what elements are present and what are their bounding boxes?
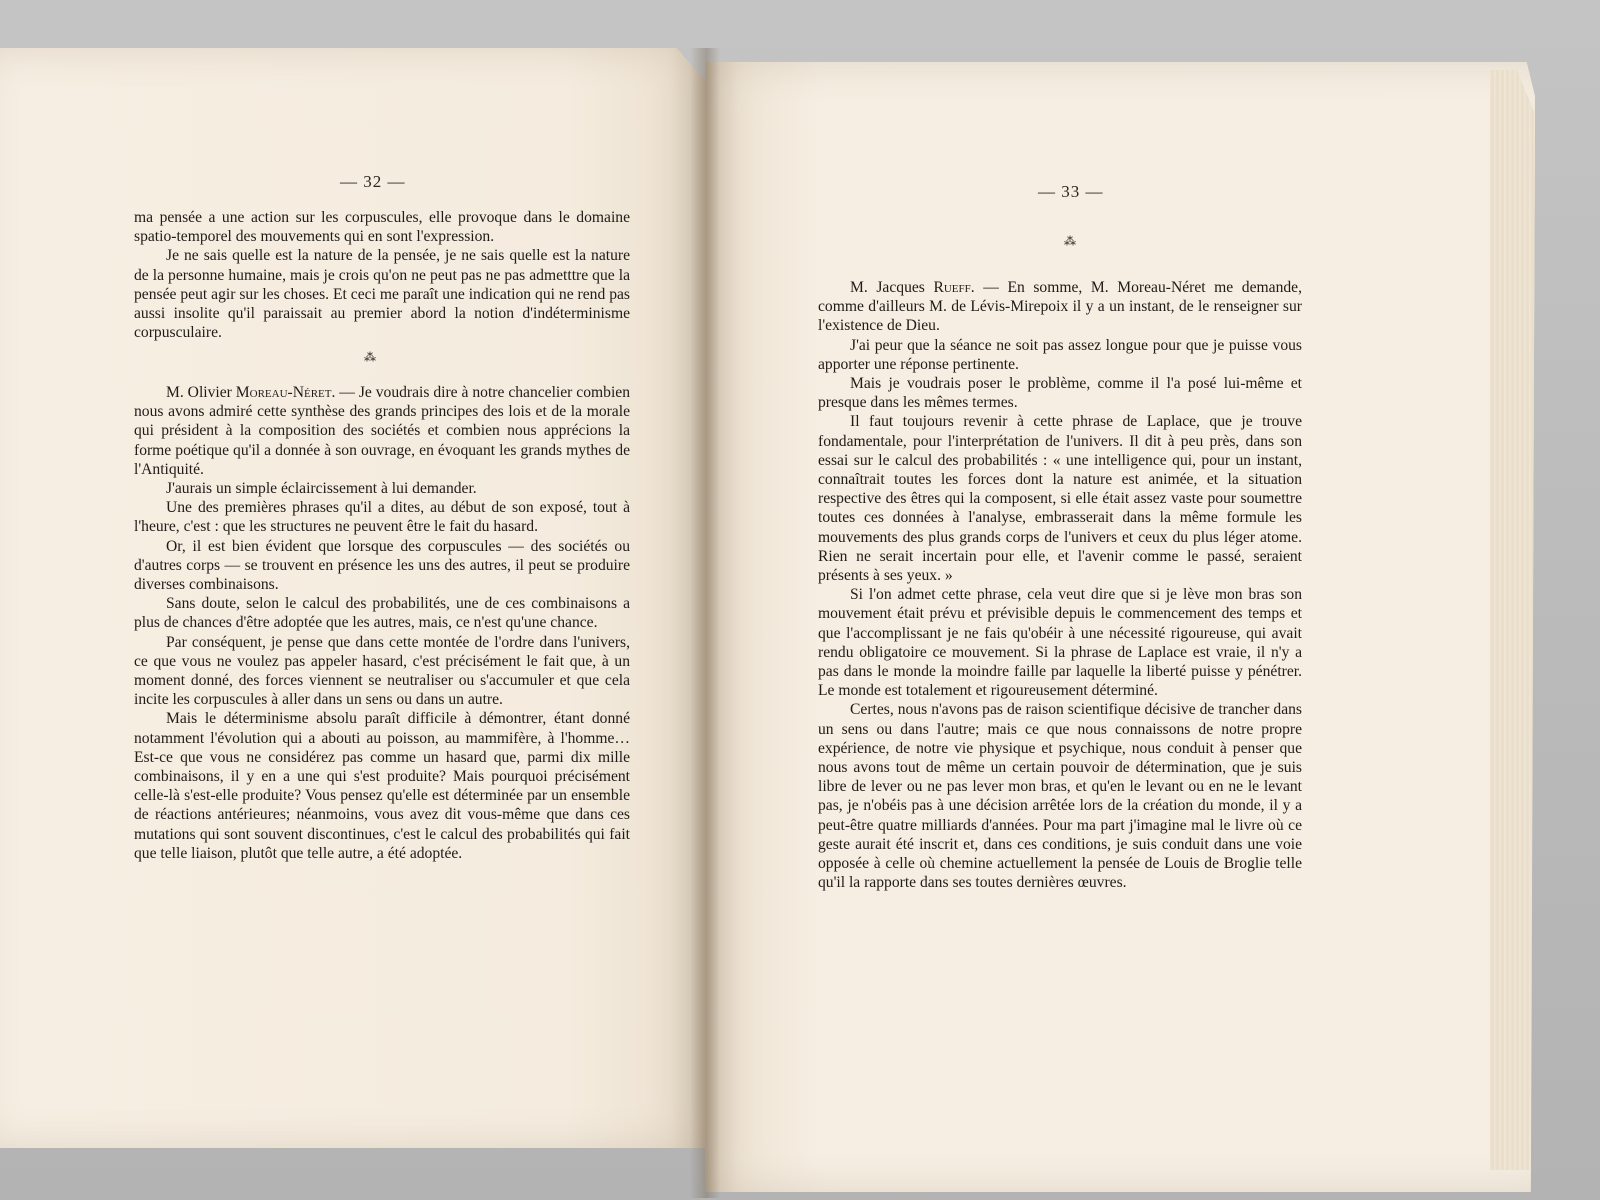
page-edges <box>1490 70 1535 1170</box>
paragraph: Or, il est bien évident que lorsque des corpuscules — des sociétés ou d'autres corps — se trouvent en présence les uns des autres, il peut se produire diverses combinaisons. <box>134 537 630 594</box>
paragraph: Mais je voudrais poser le problème, comme il l'a posé lui-même et presque dans les mêmes termes. <box>818 375 1302 412</box>
speaker-name: Rueff <box>933 279 971 296</box>
paragraph: J'aurais un simple éclaircissement à lui demander. <box>166 480 477 498</box>
speaker-text: . — Je voudrais dire à notre chancelier combien nous avons admiré cette synthèse des grands principes des lois et de la morale qui président à la composition des sociétés et combien nous apprécions la forme poétique qu'il a donnée à son ouvrage, en évoquant les grands mythes de l'Antiquité. <box>134 384 630 478</box>
left-page-body <box>134 383 630 863</box>
speaker-name: Moreau-Néret <box>235 384 332 401</box>
speaker-paragraph <box>818 278 1302 336</box>
paragraph: Par conséquent, je pense que dans cette montée de l'ordre dans l'univers, ce que vous ne voulez pas appeler hasard, c'est précisément le fait que, à un moment donné, des forces viennent se neutraliser ou s'accumuler et que cela incite les corpuscules à aller dans un sens ou dans un autre. <box>134 633 630 709</box>
right-page-body <box>818 278 1302 893</box>
paragraph: Une des premières phrases qu'il a dites, au début de son exposé, tout à l'heure, c'est : que les structures ne peuvent être le fait du hasard. <box>134 499 630 536</box>
section-separator-right: ⁂ <box>1064 234 1076 248</box>
book-gutter <box>690 48 720 1198</box>
page-number-right: — 33 — <box>1038 182 1104 201</box>
left-page-top-text <box>134 208 630 342</box>
speaker-text: . — En somme, M. Moreau-Néret me demande, comme d'ailleurs M. de Lévis-Mirepoix il y a un instant, de le renseigner sur l'existence de Dieu. <box>818 279 1302 335</box>
paragraph: Je ne sais quelle est la nature de la pensée, je ne sais quelle est la nature de la personne humaine, mais je crois qu'on ne peut pas ne pas admetttre que la pensée peut agir sur les choses. Et ceci me paraît une indication qui ne rend pas aussi insolite qu'il paraissait au premier abord la notion d'indéterminisme corpusculaire. <box>134 247 630 342</box>
paragraph: Mais le déterminisme absolu paraît difficile à démontrer, étant donné notamment l'évolution qui a abouti au poisson, au mammifère, à l'homme… Est-ce que vous ne considérez pas comme un hasard que, parmi dix mille combinaisons, il y en a une qui s'est produite? Mais pourquoi précisément celle-là s'est-elle produite? Vous pensez qu'elle est déterminée par un ensemble de réactions antérieures; néanmoins, vous avez dit vous-même que dans ces mutations qui sont souvent discontinues, c'est le calcul des probabilités qui fait que telle liaison, plutôt que telle autre, a été adoptée. <box>134 710 630 862</box>
paragraph: Il faut toujours revenir à cette phrase de Laplace, que je trouve fondamentale, pour l'interprétation de l'univers. Il dit à peu près, dans son essai sur le calcul des probabilités : « une intelligence qui, pour un instant, connaîtrait toutes les forces dont la nature est animée, et la situation respective des êtres qui la composent, si elle était assez vaste pour soumettre toutes ces données à l'analyse, embrasserait dans la même formule les mouvements des plus grands corps de l'univers et ceux du plus léger atome. Rien ne serait incertain pour elle, et l'avenir comme le passé, seraient présents à ses yeux. » <box>818 413 1302 585</box>
page-number-left: — 32 — <box>340 172 406 191</box>
paragraph: J'ai peur que la séance ne soit pas assez longue pour que je puisse vous apporter une réponse pertinente. <box>818 336 1302 373</box>
speaker-prefix: M. Jacques <box>850 279 934 296</box>
paragraph: Si l'on admet cette phrase, cela veut dire que si je lève mon bras son mouvement était prévu et prévisible depuis le commencement des temps et que l'accomplissant je ne fais qu'obéir à une nécessité rigoureuse, qui avait rendu obligatoire ce mouvement. Si la phrase de Laplace est vraie, il n'y a pas dans le monde la moindre faille par laquelle la liberté puisse y pénétrer. Le monde est totalement et rigoureusement déterminé. <box>818 586 1302 700</box>
speaker-paragraph <box>134 383 630 479</box>
paragraph: ma pensée a une action sur les corpuscules, elle provoque dans le domaine spatio-temporel des mouvements qui en sont l'expression. <box>134 209 630 246</box>
section-separator-left: ⁂ <box>364 350 376 364</box>
paragraph: Sans doute, selon le calcul des probabilités, une de ces combinaisons a plus de chances d'être adoptée que les autres, mais, ce n'est qu'une chance. <box>134 595 630 632</box>
paragraph: Certes, nous n'avons pas de raison scientifique décisive de trancher dans un sens ou dans l'autre; mais ce que nous connaissons de notre propre expérience, de notre vie physique et psychique, nous conduit à penser que nous avons tout de même un certain pouvoir de détermination, que je suis libre de lever ou ne pas lever mon bras, et qu'en le levant ou en ne le levant pas, je n'obéis pas à une décision arrêtée lors de la création du monde, il y a peut-être quatre milliards d'années. Pour ma part j'imagine mal le livre où ce geste aurait été inscrit et, dans ces conditions, je suis conduit dans une voie opposée à celle où chemine actuellement la pensée de Louis de Broglie telle qu'il la rapporte dans ses toutes dernières œuvres. <box>818 701 1302 892</box>
speaker-prefix: M. Olivier <box>166 384 236 401</box>
